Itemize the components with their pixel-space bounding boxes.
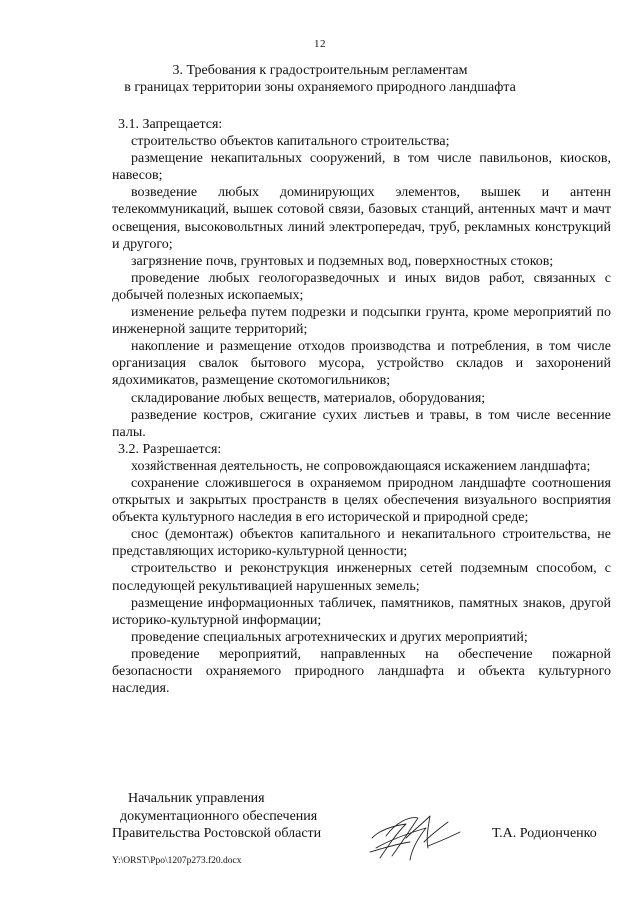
section-heading [0,62,640,96]
list-item: строительство объектов капитального строительства; [131,134,450,150]
list-item: возведение любых доминирующих элементов, вышек и антенн телекоммуникаций, вышек сотовой связи, базовых станций, антенных мачт и мачт освещения, высоковольтных линий электропередач, труб, рекламных конструкций и другого; [112,185,611,252]
heading-line-1: 3. Требования к градостроительным регламентам [172,63,468,78]
list-item: сохранение сложившегося в охраняемом природном ландшафте соотношения открытых и закрытых пространств в целях обеспечения визуального восприятия объекта культурного наследия в его исторической и природной среде; [112,475,611,526]
signatory-title-line-1: Начальник управления [128,791,265,806]
list-item: проведение специальных агротехнических и других мероприятий; [131,629,528,645]
list-item: накопление и размещение отходов производства и потребления, в том числе организация свалок бытового мусора, устройство складов и захоронений ядохимикатов, размещение скотомогильников; [112,339,611,389]
list-item: размещение информационных табличек, памятников, памятных знаков, другой историко-культурной информации; [112,595,611,628]
handwritten-signature [366,808,466,864]
signatory-title-line-3: Правительства Ростовской области [112,826,322,842]
page-number: 12 [314,38,326,50]
list-item: загрязнение почв, грунтовых и подземных вод, поверхностных стоков; [131,253,554,269]
list-item: изменение рельефа путем подрезки и подсыпки грунта, кроме мероприятий по инженерной защите территорий; [112,305,611,338]
signatory-name: Т.А. Родионченко [492,826,597,841]
list-item: складирование любых веществ, материалов, оборудования; [131,390,486,406]
list-item: размещение некапитальных сооружений, в том числе павильонов, киосков, навесов; [112,151,611,184]
list-item: проведение любых геологоразведочных и иных видов работ, связанных с добычей полезных ископаемых; [112,270,611,303]
list-item: разведение костров, сжигание сухих листьев и травы, в том числе весенние палы. [112,407,611,440]
heading-line-2: в границах территории зоны охраняемого природного ландшафта [124,80,516,95]
list-item: хозяйственная деятельность, не сопровождающаяся искажением ландшафта; [131,458,591,474]
subsection-heading: 3.1. Запрещается: [118,117,223,132]
document-body [112,116,611,697]
file-path: Y:\ORST\Ppo\1207p273.f20.docx [112,856,242,866]
subsection-heading: 3.2. Разрешается: [118,441,222,457]
signatory-title-line-2: документационного обеспечения [120,808,318,824]
list-item: строительство и реконструкция инженерных сетей подземным способом, с последующей рекультивацией нарушенных земель; [112,561,611,594]
signatory-position [112,790,352,843]
list-item: проведение мероприятий, направленных на обеспечение пожарной безопасности охраняемого природного ландшафта и объекта культурного наследия. [112,646,611,697]
list-item: снос (демонтаж) объектов капитального и некапитального строительства, не представляющих историко-культурной ценности; [112,527,611,560]
